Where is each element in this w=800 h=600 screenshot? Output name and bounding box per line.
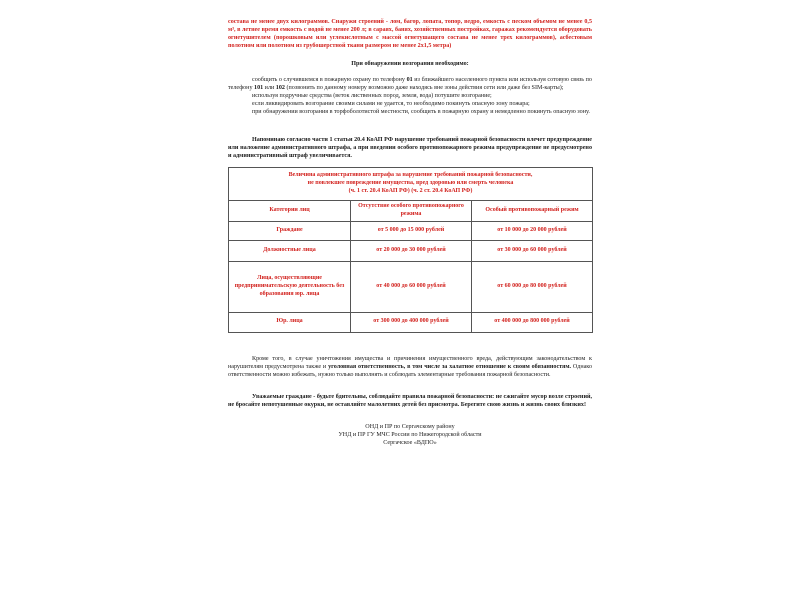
- caption-line-1: Величина административного штрафа за нарушение требований пожарной безопасности,: [288, 171, 533, 178]
- liability-paragraph: [228, 355, 592, 379]
- column-header: Особый противопожарный режим: [472, 200, 593, 221]
- category-cell: Должностные лица: [229, 240, 351, 261]
- document-content: [228, 18, 592, 447]
- table-header-row: [229, 200, 593, 221]
- call-text-or: или: [263, 85, 276, 92]
- fine-normal-cell: от 300 000 до 400 000 рублей: [351, 312, 472, 332]
- column-header: Отсутствие особого противопожарного режима: [351, 200, 472, 221]
- table-row: [229, 240, 593, 261]
- phone-number-101: 101: [254, 85, 264, 92]
- column-header: Категории лиц: [229, 200, 351, 221]
- caption-line-2: не повлекшее повреждение имущества, вред здоровью или смерть человека: [307, 179, 514, 186]
- citizens-appeal: Уважаемые граждане - будьте бдительны, соблюдайте правила пожарной безопасности: не сжигайте мусор возле строений, не бросайте непотушенные окурки, не оставляйте малолетних детей без присмотра. Берегите свою жизнь и жизнь своих близких!: [228, 393, 592, 408]
- detection-item-call: [228, 76, 592, 92]
- caption-line-3: (ч. 1 ст. 20.4 КоАП РФ) (ч. 2 ст. 20.4 КоАП РФ): [348, 187, 473, 194]
- table-row: [229, 261, 593, 312]
- category-cell: Лица, осуществляющие предпринимательскую деятельность без образования юр. лица: [229, 261, 351, 312]
- call-text-start: сообщить о случившемся в пожарную охрану по телефону: [252, 77, 407, 84]
- phone-number-01: 01: [406, 77, 413, 84]
- criminal-liability-text: уголовная ответственность, в том числе за халатное отношение к своим обязанностям.: [328, 363, 572, 370]
- fine-special-cell: от 10 000 до 20 000 рублей: [472, 221, 593, 240]
- fines-table: [228, 167, 593, 333]
- signature-block: [228, 423, 592, 447]
- call-text-middle: из ближайшего населенного пункта или используя сотовую связь по телефону: [228, 77, 592, 92]
- fine-special-cell: от 60 000 до 80 000 рублей: [472, 261, 593, 312]
- detection-item-leave: если ликвидировать возгорание своими силами не удается, то необходимо покинуть опасную зону пожара;: [252, 101, 530, 108]
- call-text-end: (позвонить по данному номеру возможно даже находясь вне зоны действия сети или даже без SIM-карты);: [284, 85, 564, 92]
- category-cell: Юр. лица: [229, 312, 351, 332]
- category-cell: Граждане: [229, 221, 351, 240]
- equipment-requirements-text: состава не менее двух килограммов. Снаружи строений - лом, багор, лопата, топор, ведро, емкость с песком объемом не менее 0,5 м³, в летнее время емкость с водой не менее 200 л; в сараях, банях, хозяйственных постройках, гаражах рекомендуется оборудовать огнетушителем (порошковым или углекислотным с массой огнетушащего состава не менее трех килограммов), асбестовым полотном или полотном из грубошерстной ткани размером не менее 2х1,5 метра): [228, 19, 592, 50]
- detection-instructions: [228, 76, 592, 116]
- fines-table-caption: [229, 167, 593, 200]
- detection-item-extinguish: используя подручные средства (веток лиственных пород, земля, вода) потушите возгорание;: [252, 93, 492, 100]
- signature-organization: Сергачское «ВДПО»: [383, 440, 437, 446]
- detection-item-peat: при обнаружении возгорания в торфоболотистой местности, сообщить в пожарную охрану и немедленно покинуть опасную зону.: [252, 109, 590, 116]
- fine-normal-cell: от 5 000 до 15 000 рублей: [351, 221, 472, 240]
- detection-heading: При обнаружении возгорания необходимо:: [351, 61, 469, 68]
- phone-number-102: 102: [275, 85, 285, 92]
- fine-special-cell: от 400 000 до 800 000 рублей: [472, 312, 593, 332]
- signature-line-1: ОНД и ПР по Сергачскому району: [365, 423, 455, 430]
- administrative-notice: Напоминаю согласно части 1 статьи 20.4 КоАП РФ нарушение требований пожарной безопасности влечет предупреждение или наложение административного штрафа, а при введении особого противопожарного режима предупреждение не предусмотрено и административный штраф увеличивается.: [228, 137, 592, 160]
- fine-normal-cell: от 20 000 до 30 000 рублей: [351, 240, 472, 261]
- liability-text-start: Кроме того, в случае уничтожения имущества и причинения имущественного вреда, действующим законодательством к нарушителям предусмотрена также и: [228, 355, 592, 370]
- fine-special-cell: от 30 000 до 60 000 рублей: [472, 240, 593, 261]
- signature-line-2: УНД и ПР ГУ МЧС России по Нижегородской области: [338, 431, 482, 438]
- table-row: [229, 221, 593, 240]
- liability-text-end: Однако ответственности можно избежать, нужно только выполнять и соблюдать элементарные требования пожарной безопасности.: [228, 363, 592, 378]
- fine-normal-cell: от 40 000 до 60 000 рублей: [351, 261, 472, 312]
- table-row: [229, 312, 593, 332]
